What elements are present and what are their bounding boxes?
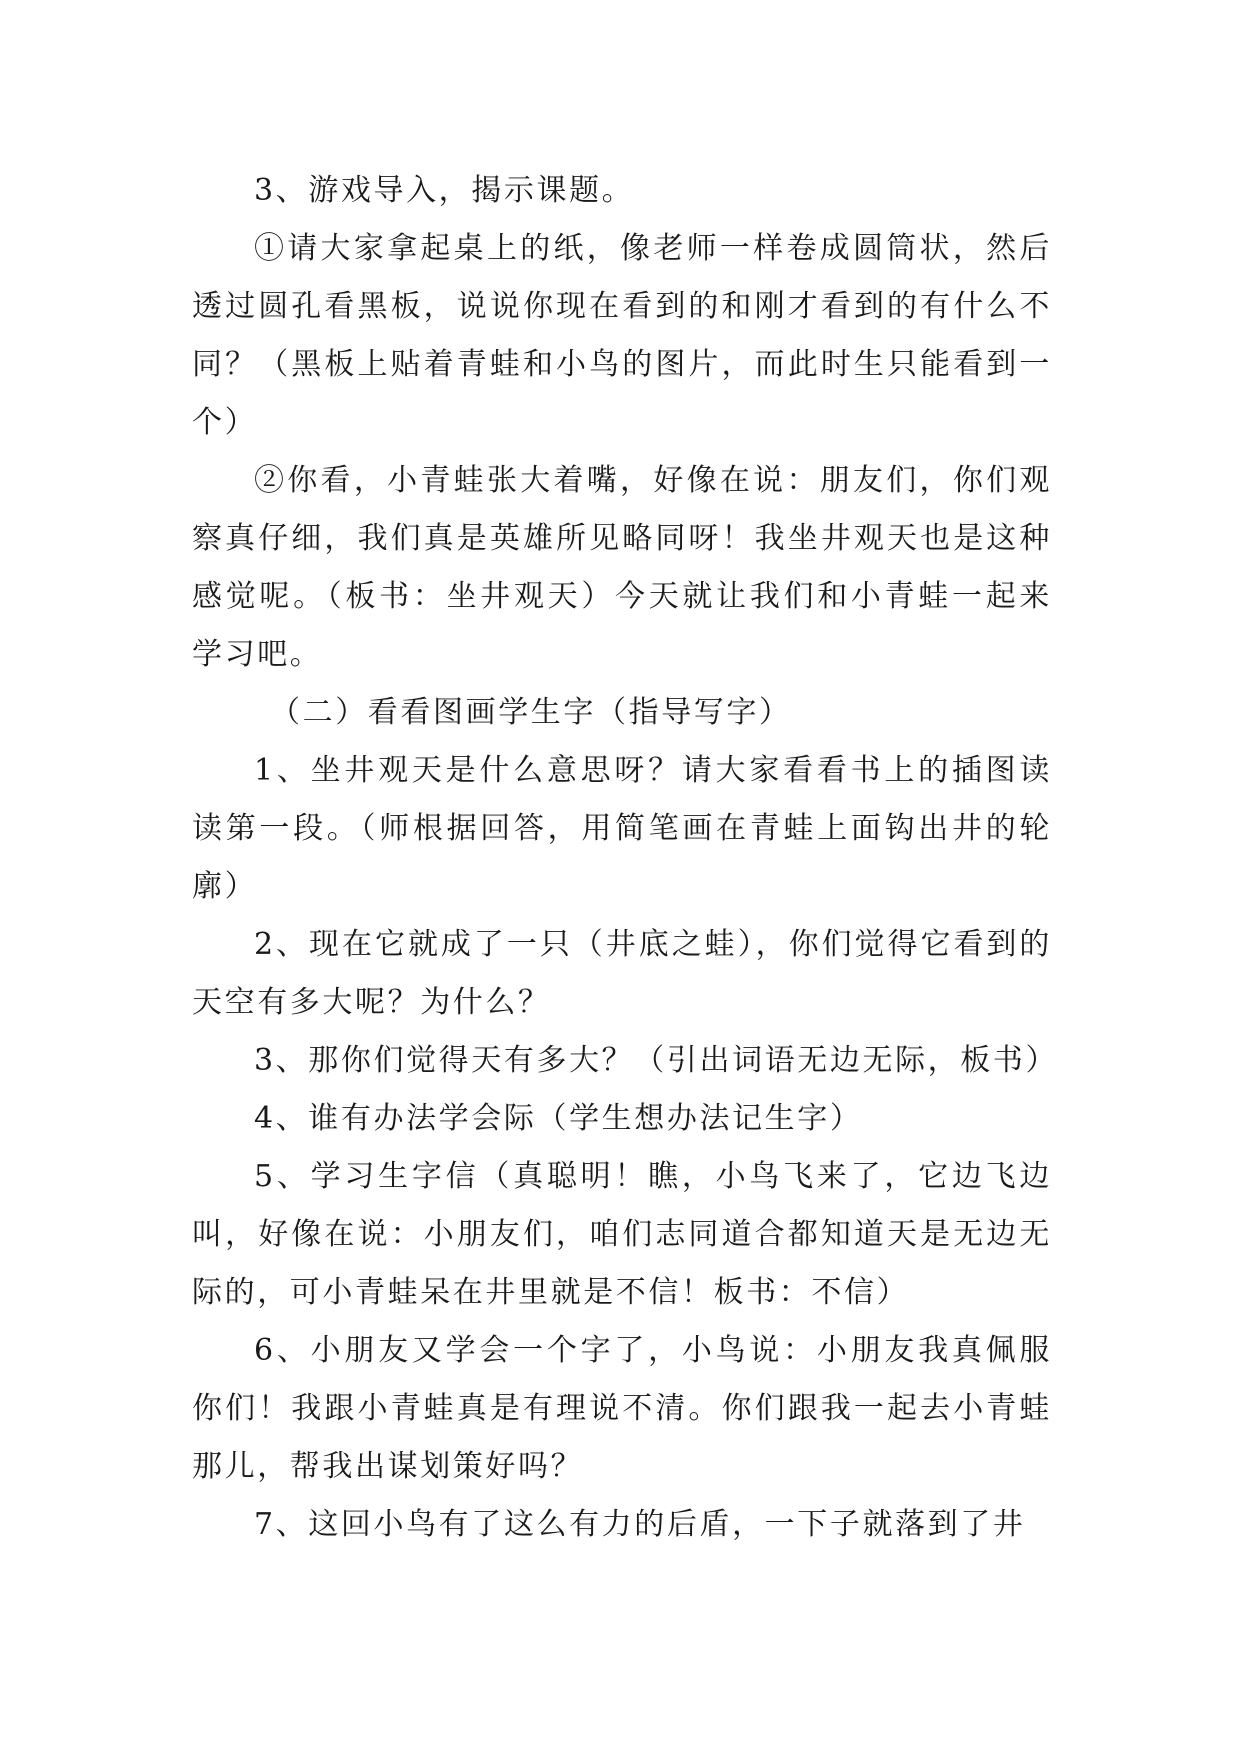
paragraph-step-4: 4、谁有办法学会际（学生想办法记生字）	[254, 1101, 863, 1136]
paragraph-step-6: 6、小朋友又学会一个字了，小鸟说：小朋友我真佩服你们！我跟小青蛙真是有理说不清。你们跟我一起去小青蛙那儿，帮我出谋划策好吗？	[192, 1333, 1052, 1484]
paragraph-step-2: 2、现在它就成了一只（井底之蛙），你们觉得它看到的天空有多大呢？为什么？	[192, 927, 1052, 1020]
paragraph-item-1: ①请大家拿起桌上的纸，像老师一样卷成圆筒状，然后透过圆孔看黑板，说说你现在看到的和刚才看到的有什么不同？（黑板上贴着青蛙和小鸟的图片，而此时生只能看到一个）	[192, 231, 1052, 440]
document-body	[192, 162, 1059, 1554]
paragraph-item-2: ②你看，小青蛙张大着嘴，好像在说：朋友们，你们观察真仔细，我们真是英雄所见略同呀！我坐井观天也是这种感觉呢。（板书：坐井观天）今天就让我们和小青蛙一起来学习吧。	[192, 463, 1052, 672]
paragraph-step-3-game: 3、游戏导入，揭示课题。	[254, 173, 635, 208]
section-heading-2: （二）看看图画学生字（指导写字）	[270, 695, 792, 730]
paragraph-step-3: 3、那你们觉得天有多大？（引出词语无边无际，板书）	[254, 1043, 1059, 1078]
paragraph-step-1: 1、坐井观天是什么意思呀？请大家看看书上的插图读读第一段。（师根据回答，用简笔画在青蛙上面钩出井的轮廓）	[192, 753, 1052, 904]
paragraph-step-7: 7、这回小鸟有了这么有力的后盾，一下子就落到了井	[254, 1507, 1026, 1542]
paragraph-step-5: 5、学习生字信（真聪明！瞧，小鸟飞来了，它边飞边叫，好像在说：小朋友们，咱们志同道合都知道天是无边无际的，可小青蛙呆在井里就是不信！板书：不信）	[192, 1159, 1052, 1310]
